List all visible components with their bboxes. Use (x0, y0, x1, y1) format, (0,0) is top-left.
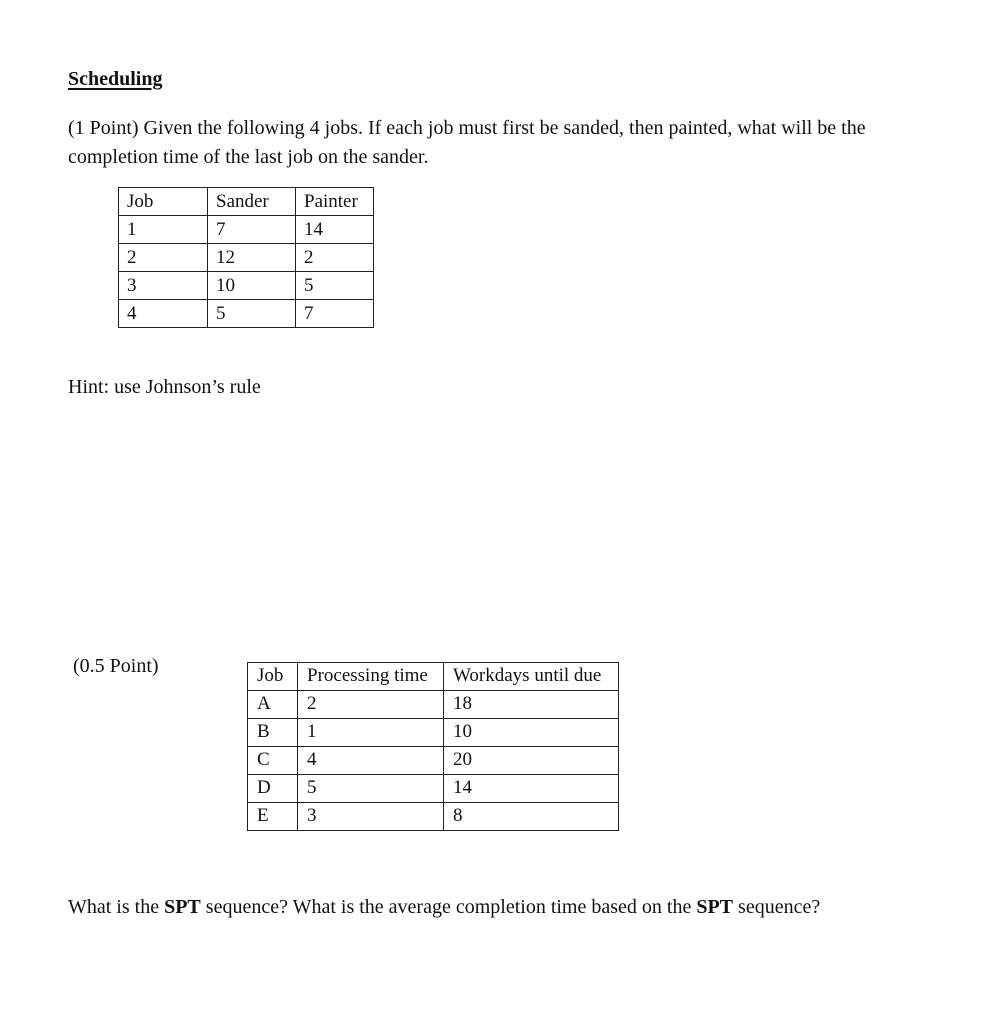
header-sander: Sander (208, 188, 296, 216)
table-header-row (248, 663, 619, 691)
cell-processing-time: 3 (298, 803, 444, 831)
question-2-points: (0.5 Point) (73, 655, 159, 677)
header-workdays-until-due: Workdays until due (444, 663, 619, 691)
question-3-part3: sequence? (733, 896, 821, 918)
cell-sander: 7 (208, 216, 296, 244)
table-row (248, 775, 619, 803)
table-row (119, 216, 374, 244)
cell-job: A (248, 691, 298, 719)
cell-due: 8 (444, 803, 619, 831)
header-processing-time: Processing time (298, 663, 444, 691)
cell-due: 10 (444, 719, 619, 747)
cell-job: 3 (119, 272, 208, 300)
cell-processing-time: 5 (298, 775, 444, 803)
cell-job: 4 (119, 300, 208, 328)
cell-processing-time: 2 (298, 691, 444, 719)
table-row (119, 244, 374, 272)
question-3-part1: What is the (68, 896, 165, 918)
spt-term: SPT (696, 896, 734, 918)
question-3-text (68, 896, 820, 919)
cell-sander: 10 (208, 272, 296, 300)
header-job: Job (248, 663, 298, 691)
cell-painter: 5 (296, 272, 374, 300)
spt-term: SPT (164, 896, 201, 918)
cell-job: 1 (119, 216, 208, 244)
table-row (248, 691, 619, 719)
header-painter: Painter (296, 188, 374, 216)
cell-processing-time: 1 (298, 719, 444, 747)
cell-painter: 7 (296, 300, 374, 328)
cell-job: E (248, 803, 298, 831)
cell-job: 2 (119, 244, 208, 272)
question-3-part2: sequence? What is the average completion time based on the (200, 896, 697, 918)
johnson-table (118, 187, 374, 328)
table-row (248, 803, 619, 831)
cell-job: D (248, 775, 298, 803)
cell-due: 20 (444, 747, 619, 775)
cell-job: B (248, 719, 298, 747)
cell-sander: 12 (208, 244, 296, 272)
spt-table (247, 662, 619, 831)
cell-due: 14 (444, 775, 619, 803)
table-row (248, 747, 619, 775)
question-1-text: (1 Point) Given the following 4 jobs. If each job must first be sanded, then painted, what will be the completion time of the last job on the sander. (68, 117, 866, 168)
cell-painter: 14 (296, 216, 374, 244)
cell-sander: 5 (208, 300, 296, 328)
hint-text: Hint: use Johnson’s rule (68, 376, 261, 398)
table-row (119, 272, 374, 300)
section-heading: Scheduling (68, 68, 163, 90)
header-job: Job (119, 188, 208, 216)
table-row (248, 719, 619, 747)
cell-painter: 2 (296, 244, 374, 272)
cell-job: C (248, 747, 298, 775)
table-row (119, 300, 374, 328)
cell-due: 18 (444, 691, 619, 719)
cell-processing-time: 4 (298, 747, 444, 775)
table-header-row (119, 188, 374, 216)
